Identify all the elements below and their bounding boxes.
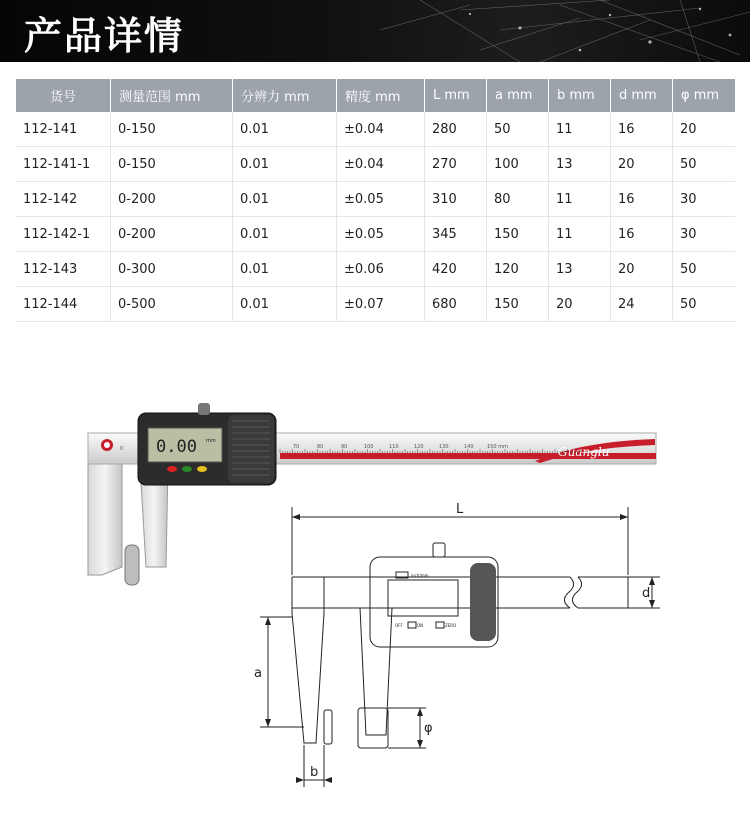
table-cell: 80	[487, 182, 549, 217]
table-cell: 0.01	[233, 147, 337, 182]
dimension-arrows	[265, 514, 655, 783]
table-cell: 20	[611, 252, 673, 287]
table-cell: 13	[549, 147, 611, 182]
table-cell: 30	[673, 217, 736, 252]
adjust-knob-outline	[433, 543, 445, 557]
table-cell: 112-144	[16, 287, 111, 322]
dim-a-label: a	[254, 666, 262, 681]
table-cell: 11	[549, 217, 611, 252]
header-cell: b mm	[549, 79, 611, 112]
table-cell: 0-150	[111, 147, 233, 182]
table-cell: 120	[487, 252, 549, 287]
table-cell: 112-141-1	[16, 147, 111, 182]
header-cell: 货号	[16, 79, 111, 112]
header-cell: a mm	[487, 79, 549, 112]
table-cell: 280	[425, 112, 487, 147]
table-cell: 310	[425, 182, 487, 217]
table-cell: 50	[673, 287, 736, 322]
table-cell: 20	[611, 147, 673, 182]
beam-break-left	[564, 577, 573, 608]
scale-tick-label: 90	[341, 444, 348, 450]
table-cell: 0-150	[111, 112, 233, 147]
fixed-anvil	[324, 710, 332, 744]
scale-tick-label: 80	[317, 444, 324, 450]
lcd-outline	[388, 580, 458, 616]
dim-L-label: L	[456, 502, 464, 517]
table-cell: 11	[549, 182, 611, 217]
table-cell: 24	[611, 287, 673, 322]
table-cell: ±0.06	[337, 252, 425, 287]
header-row	[16, 79, 735, 112]
table-row	[16, 217, 735, 252]
spec-table-header	[16, 79, 735, 112]
zero-button-icon	[197, 466, 207, 472]
grip-lines	[470, 563, 496, 641]
scale-tick-label: 140	[464, 444, 474, 450]
scale-tick-label: 120	[414, 444, 424, 450]
brand-label: Guanglu	[558, 445, 610, 459]
table-cell: 13	[549, 252, 611, 287]
table-cell: 345	[425, 217, 487, 252]
movable-jaw-outline	[360, 608, 392, 735]
on-button-outline-icon	[408, 622, 416, 628]
table-cell: 0.01	[233, 287, 337, 322]
spec-table-body	[16, 112, 735, 322]
table-cell: 11	[549, 112, 611, 147]
zero-button-label: ZERO	[445, 623, 457, 628]
table-cell: 150	[487, 287, 549, 322]
scale-tick-label: 0	[120, 446, 124, 452]
table-cell: 0-500	[111, 287, 233, 322]
table-cell: 20	[673, 112, 736, 147]
scale-tick-label: 150 mm	[487, 444, 508, 450]
thumb-grip	[228, 415, 274, 483]
table-row	[16, 252, 735, 287]
header-cell: 测量范围 mm	[111, 79, 233, 112]
dim-phi-label: φ	[424, 721, 433, 736]
spec-table	[16, 79, 735, 322]
scale-tick-label: 110	[389, 444, 399, 450]
table-cell: 0.01	[233, 217, 337, 252]
lcd-unit: mm	[206, 438, 216, 444]
table-cell: 50	[487, 112, 549, 147]
table-cell: 270	[425, 147, 487, 182]
dimension-drawing	[240, 495, 670, 795]
page-header	[0, 0, 750, 62]
table-row	[16, 112, 735, 147]
off-button-label: OFF	[395, 623, 403, 628]
table-cell: ±0.04	[337, 147, 425, 182]
table-cell: 112-143	[16, 252, 111, 287]
measuring-disc	[125, 545, 139, 585]
table-row	[16, 287, 735, 322]
lcd-reading: 0.00	[156, 437, 197, 457]
on-button-label: ON	[417, 623, 424, 628]
table-cell: 20	[549, 287, 611, 322]
table-cell: 0.01	[233, 252, 337, 287]
table-cell: 16	[611, 112, 673, 147]
header-cell: d mm	[611, 79, 673, 112]
table-cell: 0-200	[111, 182, 233, 217]
table-cell: 112-141	[16, 112, 111, 147]
table-cell: 150	[487, 217, 549, 252]
dim-b-label: b	[310, 765, 319, 780]
table-cell: 100	[487, 147, 549, 182]
table-cell: 0.01	[233, 182, 337, 217]
header-cell: 精度 mm	[337, 79, 425, 112]
table-cell: 16	[611, 217, 673, 252]
table-cell: 0-200	[111, 217, 233, 252]
table-row	[16, 147, 735, 182]
brand-logo-icon-inner	[104, 442, 110, 448]
table-row	[16, 182, 735, 217]
table-cell: ±0.07	[337, 287, 425, 322]
movable-disc	[358, 708, 388, 748]
table-cell: 50	[673, 252, 736, 287]
zero-button-outline-icon	[436, 622, 444, 628]
table-cell: 50	[673, 147, 736, 182]
fine-adjust-knob	[198, 403, 210, 415]
table-cell: 0.01	[233, 112, 337, 147]
beam-break-right	[572, 577, 581, 608]
on-button-icon	[182, 466, 192, 472]
table-cell: 16	[611, 182, 673, 217]
header-cell: L mm	[425, 79, 487, 112]
table-cell: 680	[425, 287, 487, 322]
scale-tick-label: 100	[364, 444, 374, 450]
scale-tick-label: 70	[293, 444, 300, 450]
unit-button-label: inch/mm	[411, 573, 429, 578]
header-cell: φ mm	[673, 79, 736, 112]
table-cell: 0-300	[111, 252, 233, 287]
table-cell: ±0.05	[337, 217, 425, 252]
off-button-icon	[167, 466, 177, 472]
table-cell: 112-142	[16, 182, 111, 217]
table-cell: ±0.05	[337, 182, 425, 217]
dim-d-label: d	[642, 586, 651, 601]
fixed-jaw-outline	[292, 577, 324, 743]
page-title: 产品详情	[24, 14, 185, 58]
header-cell: 分辨力 mm	[233, 79, 337, 112]
table-cell: 420	[425, 252, 487, 287]
table-cell: 30	[673, 182, 736, 217]
scale-tick-label: 130	[439, 444, 449, 450]
table-cell: ±0.04	[337, 112, 425, 147]
table-cell: 112-142-1	[16, 217, 111, 252]
